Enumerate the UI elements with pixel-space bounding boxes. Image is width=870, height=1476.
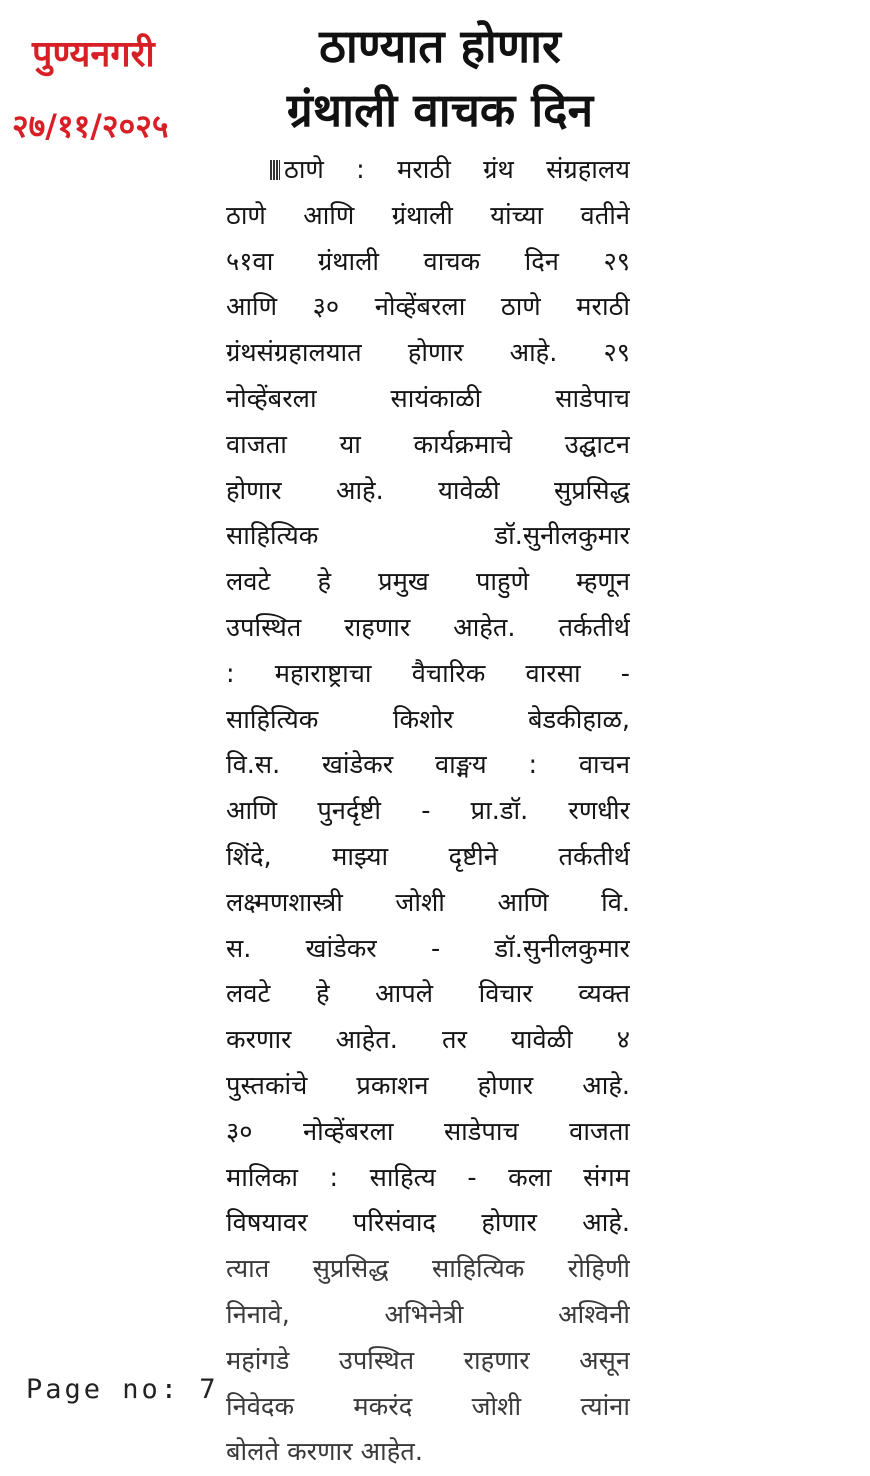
article-line: साहित्यिक किशोर बेडकीहाळ, [226,704,630,735]
article-line: स. खांडेकर - डॉ.सुनीलकुमार [226,933,630,964]
article-line: निवेदक मकरंद जोशी त्यांना [226,1391,630,1422]
headline-line-2: ग्रंथाली वाचक दिन [286,83,594,137]
article-line: ग्रंथसंग्रहालयात होणार आहे. २९ [226,338,630,369]
article-line: विषयावर परिसंवाद होणार आहे. [226,1208,630,1239]
article-body [226,148,630,1476]
article-line: : महाराष्ट्राचा वैचारिक वारसा - [226,658,630,689]
article-line: पुस्तकांचे प्रकाशन होणार आहे. [226,1070,630,1101]
article-line: आणि ३० नोव्हेंबरला ठाणे मराठी [226,292,630,323]
article-line: ५१वा ग्रंथाली वाचक दिन २९ [226,246,630,277]
article-line: ठाणे आणि ग्रंथाली यांच्या वतीने [226,200,630,231]
article-line: साहित्यिक डॉ.सुनीलकुमार [226,521,630,552]
article-line: होणार आहे. यावेळी सुप्रसिद्ध [226,475,630,506]
article-line: बोलते करणार आहेत. [226,1437,423,1468]
article-line: नोव्हेंबरला सायंकाळी साडेपाच [226,383,630,414]
headline-line-1: ठाण्यात होणार [319,19,561,73]
article-line: वि.स. खांडेकर वाङ्मय : वाचन [226,750,630,781]
article-line: लवटे हे प्रमुख पाहुणे म्हणून [226,567,630,598]
article-line: महांगडे उपस्थित राहणार असून [226,1345,630,1376]
article-line: त्यात सुप्रसिद्ध साहित्यिक रोहिणी [226,1254,630,1285]
headline [240,14,640,142]
article-line: उपस्थित राहणार आहेत. तर्कतीर्थ [226,612,630,643]
bullet-icon [270,160,280,180]
article-line: ३० नोव्हेंबरला साडेपाच वाजता [226,1116,630,1147]
article-line: ठाणे : मराठी ग्रंथ संग्रहालय [226,148,630,194]
article-line: आणि पुनर्दृष्टी - प्रा.डॉ. रणधीर [226,796,630,827]
publication-date: २७/११/२०२५ [12,107,169,145]
page-number: Page no: 7 [26,1374,219,1405]
article-line: निनावे, अभिनेत्री अश्विनी [226,1299,630,1330]
article-line: मालिका : साहित्य - कला संगम [226,1162,630,1193]
article-line: शिंदे, माझ्या दृष्टीने तर्कतीर्थ [226,841,630,872]
article-line: वाजता या कार्यक्रमाचे उद्घाटन [226,429,630,460]
masthead-publication-name: पुण्यनगरी [32,34,155,75]
article-line: लवटे हे आपले विचार व्यक्त [226,979,630,1010]
article-line: लक्ष्मणशास्त्री जोशी आणि वि. [226,887,630,918]
article-line: करणार आहेत. तर यावेळी ४ [226,1025,630,1056]
